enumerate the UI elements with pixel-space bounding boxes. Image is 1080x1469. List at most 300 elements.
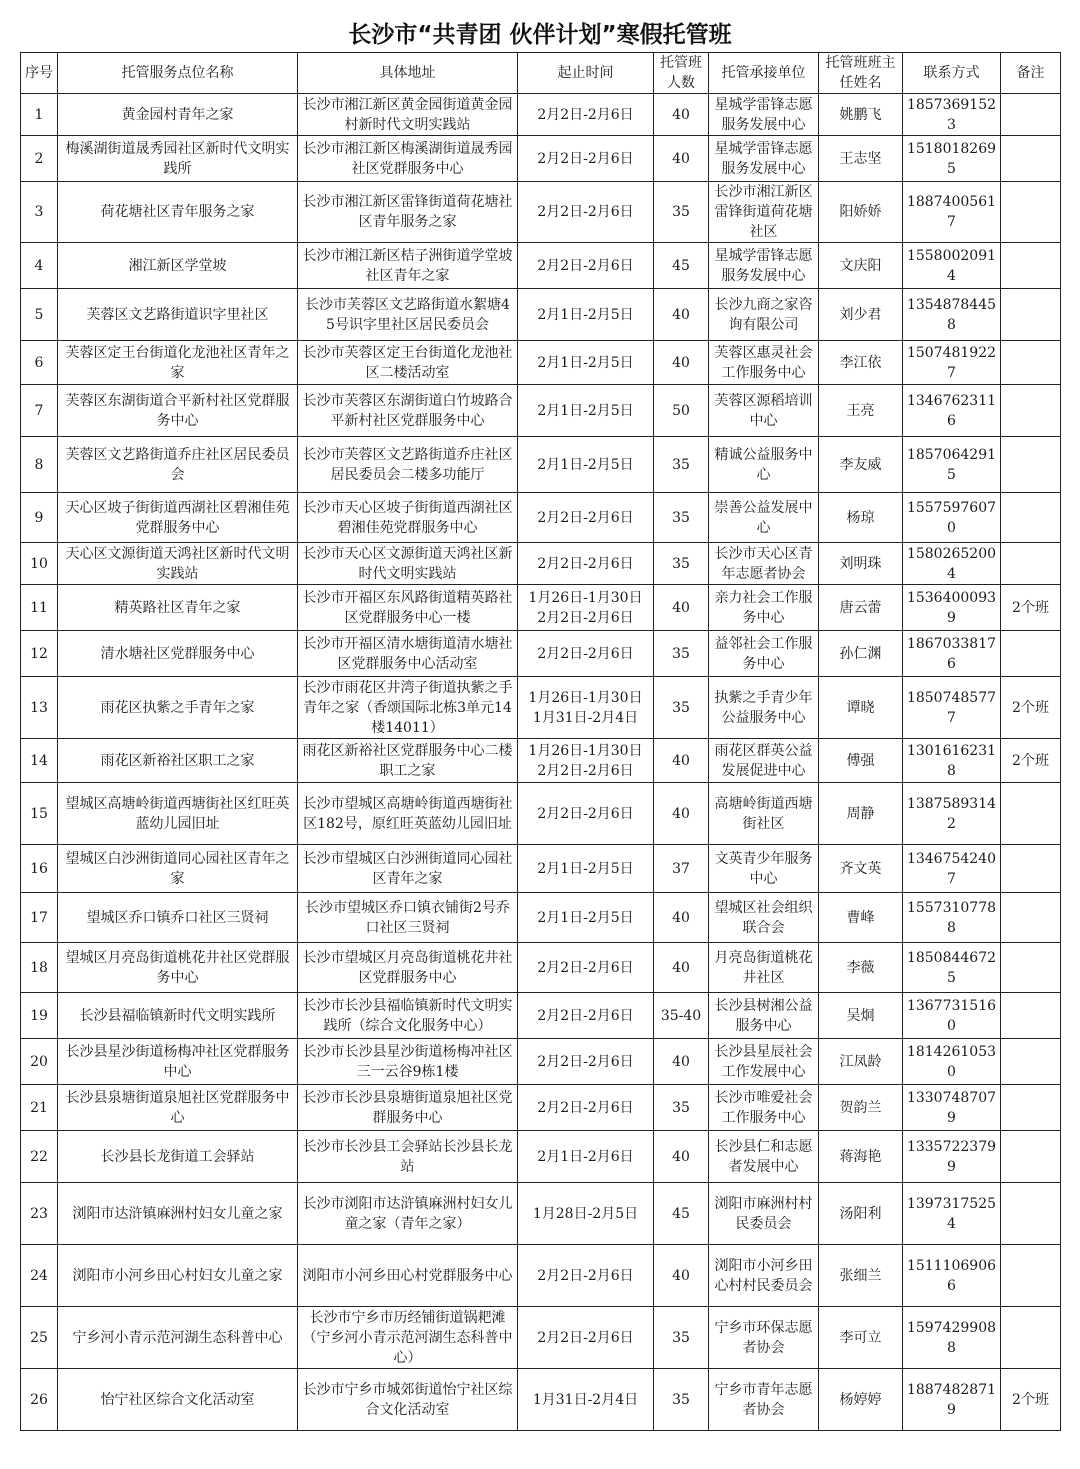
cell-address: 浏阳市小河乡田心村党群服务中心 [298,1245,518,1307]
cell-address: 长沙市芙蓉区定王台街道化龙池社区二楼活动室 [298,341,518,385]
time-range: 2月2日-2月6日 [537,762,634,779]
cell-org: 星城学雷锋志愿服务发展中心 [709,94,819,136]
cell-director: 杨琼 [819,493,903,543]
header-address: 具体地址 [298,53,518,94]
cell-time [518,437,654,493]
cell-org: 长沙县星辰社会工作发展中心 [709,1039,819,1085]
cell-director: 姚鹏飞 [819,94,903,136]
cell-phone: 15074819227 [903,341,1001,385]
cell-address: 长沙市长沙县泉塘街道泉旭社区党群服务中心 [298,1085,518,1131]
cell-site-name: 长沙县泉塘街道泉旭社区党群服务中心 [58,1085,298,1131]
cell-org: 长沙县树湘公益服务中心 [709,993,819,1039]
cell-no: 24 [21,1245,58,1307]
cell-org: 星城学雷锋志愿服务发展中心 [709,243,819,289]
cell-time [518,94,654,136]
cell-director: 王亮 [819,385,903,437]
cell-phone: 13548784458 [903,289,1001,341]
cell-remark [1001,1039,1061,1085]
cell-site-name: 宁乡河小青示范河湖生态科普中心 [58,1307,298,1369]
table-row [21,943,1061,993]
cell-director: 李可立 [819,1307,903,1369]
time-range: 2月2日-2月6日 [537,1329,634,1346]
cell-phone: 18508446725 [903,943,1001,993]
cell-remark [1001,1307,1061,1369]
cell-site-name: 荷花塘社区青年服务之家 [58,182,298,243]
time-range: 2月2日-2月6日 [537,609,634,626]
cell-director: 周静 [819,783,903,845]
cell-no: 11 [21,585,58,631]
cell-no: 19 [21,993,58,1039]
table-row [21,1245,1061,1307]
cell-org: 星城学雷锋志愿服务发展中心 [709,136,819,182]
cell-director: 刘少君 [819,289,903,341]
cell-time [518,783,654,845]
cell-org: 长沙九商之家咨询有限公司 [709,289,819,341]
cell-no: 26 [21,1369,58,1431]
cell-remark [1001,943,1061,993]
time-range: 2月2日-2月6日 [537,509,634,526]
cell-remark [1001,385,1061,437]
table-row [21,543,1061,585]
cell-no: 25 [21,1307,58,1369]
time-range: 1月28日-2月5日 [532,1205,639,1222]
cell-org: 崇善公益发展中心 [709,493,819,543]
cell-director: 张细兰 [819,1245,903,1307]
cell-time [518,182,654,243]
header-no: 序号 [21,53,58,94]
time-range: 1月31日-2月4日 [532,1391,639,1408]
table-row [21,289,1061,341]
table-row [21,993,1061,1039]
cell-count: 45 [654,1183,709,1245]
cell-count: 40 [654,783,709,845]
cell-remark: 2个班 [1001,585,1061,631]
cell-site-name: 长沙县星沙街道杨梅冲社区党群服务中心 [58,1039,298,1085]
cell-remark: 2个班 [1001,739,1061,783]
cell-no: 16 [21,845,58,893]
cell-phone: 18874828719 [903,1369,1001,1431]
cell-phone: 13016162318 [903,739,1001,783]
cell-address: 长沙市开福区清水塘街道清水塘社区党群服务中心活动室 [298,631,518,677]
cell-site-name: 长沙县长龙街道工会驿站 [58,1131,298,1183]
header-count: 托管班人数 [654,53,709,94]
time-range: 2月2日-2月6日 [537,150,634,167]
time-range: 2月2日-2月6日 [537,1053,634,1070]
cell-org: 浏阳市麻洲村村民委员会 [709,1183,819,1245]
cell-address: 长沙市湘江新区雷锋街道荷花塘社区青年服务之家 [298,182,518,243]
cell-site-name: 芙蓉区定王台街道化龙池社区青年之家 [58,341,298,385]
cell-remark [1001,893,1061,943]
table-row [21,631,1061,677]
time-range: 2月2日-2月6日 [537,204,634,220]
cell-no: 2 [21,136,58,182]
cell-remark: 2个班 [1001,1369,1061,1431]
table-row [21,341,1061,385]
cell-count: 40 [654,289,709,341]
cell-address: 长沙市宁乡市历经铺街道锅耙滩（宁乡河小青示范河湖生态科普中心） [298,1307,518,1369]
cell-phone: 13973175254 [903,1183,1001,1245]
cell-count: 35 [654,677,709,739]
cell-org: 亲力社会工作服务中心 [709,585,819,631]
cell-org: 长沙市湘江新区雷锋街道荷花塘社区 [709,182,819,243]
cell-phone: 18570642915 [903,437,1001,493]
cell-no: 21 [21,1085,58,1131]
cell-count: 35 [654,437,709,493]
cell-remark [1001,341,1061,385]
cell-phone: 13467623116 [903,385,1001,437]
cell-site-name: 黄金园村青年之家 [58,94,298,136]
cell-phone: 15573107788 [903,893,1001,943]
cell-org: 执紫之手青少年公益服务中心 [709,677,819,739]
cell-time [518,289,654,341]
time-range: 2月2日-2月6日 [537,257,634,274]
cell-time [518,1183,654,1245]
table-row [21,243,1061,289]
cell-director: 杨婷婷 [819,1369,903,1431]
table-row [21,1369,1061,1431]
cell-site-name: 望城区高塘岭街道西塘街社区红旺英蓝幼儿园旧址 [58,783,298,845]
cell-remark [1001,437,1061,493]
cell-time [518,739,654,783]
cell-director: 江凤龄 [819,1039,903,1085]
cell-director: 王志坚 [819,136,903,182]
cell-time [518,1307,654,1369]
cell-time [518,1039,654,1085]
cell-site-name: 浏阳市达浒镇麻洲村妇女儿童之家 [58,1183,298,1245]
table-row [21,739,1061,783]
cell-time [518,845,654,893]
cell-time [518,543,654,585]
cell-site-name: 望城区乔口镇乔口社区三贤祠 [58,893,298,943]
time-range: 2月1日-2月5日 [537,354,634,371]
cell-org: 宁乡市环保志愿者协会 [709,1307,819,1369]
cell-no: 10 [21,543,58,585]
table-row [21,94,1061,136]
cell-address: 长沙市长沙县星沙街道杨梅冲社区三一云谷9栋1楼 [298,1039,518,1085]
cell-no: 1 [21,94,58,136]
cell-count: 35 [654,543,709,585]
cell-org: 文英青少年服务中心 [709,845,819,893]
time-range: 2月1日-2月5日 [537,456,634,473]
table-row [21,1183,1061,1245]
program-table [20,52,1061,1431]
cell-count: 50 [654,385,709,437]
cell-org: 宁乡市青年志愿者协会 [709,1369,819,1431]
time-range: 1月26日-1月30日 [528,689,643,706]
cell-phone: 15974299088 [903,1307,1001,1369]
cell-count: 35-40 [654,993,709,1039]
table-body [21,94,1061,1431]
cell-no: 4 [21,243,58,289]
time-range: 2月2日-2月6日 [537,959,634,976]
cell-org: 芙蓉区惠灵社会工作服务中心 [709,341,819,385]
cell-time [518,1131,654,1183]
header-remark: 备注 [1001,53,1061,94]
cell-site-name: 湘江新区学堂坡 [58,243,298,289]
table-row [21,585,1061,631]
time-range: 2月2日-2月6日 [537,645,634,662]
header-director: 托管班班主任姓名 [819,53,903,94]
cell-time [518,585,654,631]
cell-site-name: 清水塘社区党群服务中心 [58,631,298,677]
cell-count: 35 [654,182,709,243]
cell-director: 李薇 [819,943,903,993]
time-range: 2月1日-2月5日 [537,402,634,419]
cell-phone: 15575976070 [903,493,1001,543]
table-row [21,677,1061,739]
time-range: 2月2日-2月6日 [537,1267,634,1284]
cell-address: 长沙市天心区坡子街街道西湖社区碧湘佳苑党群服务中心 [298,493,518,543]
cell-remark [1001,1085,1061,1131]
cell-org: 浏阳市小河乡田心村村民委员会 [709,1245,819,1307]
cell-org: 长沙市天心区青年志愿者协会 [709,543,819,585]
cell-director: 阳娇娇 [819,182,903,243]
cell-phone: 15802652004 [903,543,1001,585]
cell-count: 40 [654,1039,709,1085]
cell-count: 40 [654,94,709,136]
cell-remark: 2个班 [1001,677,1061,739]
time-range: 2月1日-2月5日 [537,860,634,877]
cell-count: 40 [654,739,709,783]
cell-count: 45 [654,243,709,289]
cell-remark [1001,845,1061,893]
cell-phone: 13875893142 [903,783,1001,845]
time-range: 2月2日-2月6日 [537,1099,634,1116]
document-title: 长沙市“共青团 伙伴计划”寒假托管班 [348,22,732,48]
cell-org: 益邻社会工作服务中心 [709,631,819,677]
cell-address: 长沙市雨花区井湾子街道执紫之手青年之家（香颂国际北栋3单元14楼14011） [298,677,518,739]
cell-count: 40 [654,1245,709,1307]
cell-address: 长沙市天心区文源街道天鸿社区新时代文明实践站 [298,543,518,585]
cell-phone: 13677315160 [903,993,1001,1039]
cell-director: 唐云蕾 [819,585,903,631]
cell-time [518,341,654,385]
cell-site-name: 精英路社区青年之家 [58,585,298,631]
cell-director: 吴炯 [819,993,903,1039]
cell-count: 35 [654,1369,709,1431]
cell-address: 长沙市望城区月亮岛街道桃花井社区党群服务中心 [298,943,518,993]
cell-remark [1001,94,1061,136]
cell-remark [1001,136,1061,182]
cell-phone: 18507485777 [903,677,1001,739]
cell-time [518,243,654,289]
table-row [21,437,1061,493]
cell-count: 37 [654,845,709,893]
table-row [21,783,1061,845]
cell-phone: 18670338176 [903,631,1001,677]
cell-no: 3 [21,182,58,243]
cell-count: 40 [654,943,709,993]
cell-phone: 18573691523 [903,94,1001,136]
cell-remark [1001,1131,1061,1183]
cell-phone: 15364000939 [903,585,1001,631]
cell-site-name: 怡宁社区综合文化活动室 [58,1369,298,1431]
table-row [21,1131,1061,1183]
time-range: 2月2日-2月6日 [537,1007,634,1024]
cell-address: 长沙市望城区高塘岭街道西塘街社区182号，原红旺英蓝幼儿园旧址 [298,783,518,845]
cell-count: 35 [654,493,709,543]
cell-site-name: 长沙县福临镇新时代文明实践所 [58,993,298,1039]
cell-address: 长沙市芙蓉区东湖街道白竹坡路合平新村社区党群服务中心 [298,385,518,437]
cell-time [518,1245,654,1307]
header-time: 起止时间 [518,53,654,94]
cell-time [518,993,654,1039]
cell-count: 40 [654,136,709,182]
cell-address: 长沙市浏阳市达浒镇麻洲村妇女儿童之家（青年之家） [298,1183,518,1245]
cell-address: 长沙市芙蓉区文艺路街道水絮塘45号识字里社区居民委员会 [298,289,518,341]
cell-address: 长沙市望城区乔口镇衣铺街2号乔口社区三贤祠 [298,893,518,943]
cell-count: 35 [654,1085,709,1131]
cell-time [518,1369,654,1431]
cell-director: 刘明珠 [819,543,903,585]
cell-no: 9 [21,493,58,543]
cell-time [518,631,654,677]
cell-site-name: 望城区白沙洲街道同心园社区青年之家 [58,845,298,893]
cell-remark [1001,631,1061,677]
cell-time [518,136,654,182]
cell-org: 芙蓉区源稻培训中心 [709,385,819,437]
cell-no: 5 [21,289,58,341]
cell-remark [1001,1183,1061,1245]
cell-phone: 13467542407 [903,845,1001,893]
header-org: 托管承接单位 [709,53,819,94]
cell-site-name: 浏阳市小河乡田心村妇女儿童之家 [58,1245,298,1307]
cell-time [518,677,654,739]
cell-count: 40 [654,585,709,631]
header-site-name: 托管服务点位名称 [58,53,298,94]
cell-director: 李友威 [819,437,903,493]
cell-address: 长沙市湘江新区梅溪湖街道晟秀园社区党群服务中心 [298,136,518,182]
cell-org: 月亮岛街道桃花井社区 [709,943,819,993]
table-row [21,893,1061,943]
cell-address: 长沙市开福区东风路街道精英路社区党群服务中心一楼 [298,585,518,631]
cell-address: 长沙市湘江新区桔子洲街道学堂坡社区青年之家 [298,243,518,289]
table-row [21,845,1061,893]
cell-time [518,1085,654,1131]
cell-org: 长沙县仁和志愿者发展中心 [709,1131,819,1183]
cell-phone: 13307487079 [903,1085,1001,1131]
cell-org: 高塘岭街道西塘街社区 [709,783,819,845]
cell-director: 孙仁渊 [819,631,903,677]
cell-no: 12 [21,631,58,677]
table-row [21,493,1061,543]
cell-no: 20 [21,1039,58,1085]
cell-director: 曹峰 [819,893,903,943]
cell-org: 长沙市唯爱社会工作服务中心 [709,1085,819,1131]
header-phone: 联系方式 [903,53,1001,94]
cell-address: 长沙市望城区白沙洲街道同心园社区青年之家 [298,845,518,893]
cell-count: 35 [654,1307,709,1369]
cell-director: 文庆阳 [819,243,903,289]
cell-remark [1001,1245,1061,1307]
cell-director: 蒋海艳 [819,1131,903,1183]
cell-no: 14 [21,739,58,783]
cell-site-name: 天心区文源街道天鸿社区新时代文明实践站 [58,543,298,585]
table-row [21,1085,1061,1131]
cell-org: 望城区社会组织联合会 [709,893,819,943]
table-row [21,136,1061,182]
cell-org: 雨花区群英公益发展促进中心 [709,739,819,783]
cell-site-name: 芙蓉区文艺路街道乔庄社区居民委员会 [58,437,298,493]
cell-no: 7 [21,385,58,437]
cell-no: 18 [21,943,58,993]
cell-director: 齐文英 [819,845,903,893]
cell-site-name: 雨花区执紫之手青年之家 [58,677,298,739]
cell-address: 长沙市长沙县福临镇新时代文明实践所（综合文化服务中心） [298,993,518,1039]
table-row [21,1039,1061,1085]
time-range: 2月1日-2月5日 [537,306,634,323]
cell-site-name: 天心区坡子街街道西湖社区碧湘佳苑党群服务中心 [58,493,298,543]
cell-count: 40 [654,893,709,943]
cell-no: 23 [21,1183,58,1245]
cell-count: 40 [654,341,709,385]
table-row [21,385,1061,437]
time-range: 2月2日-2月6日 [537,555,634,572]
time-range: 1月26日-1月30日 [528,742,643,759]
cell-site-name: 梅溪湖街道晟秀园社区新时代文明实践所 [58,136,298,182]
cell-remark [1001,783,1061,845]
cell-phone: 13357223799 [903,1131,1001,1183]
cell-director: 谭晓 [819,677,903,739]
cell-phone: 18142610530 [903,1039,1001,1085]
cell-site-name: 芙蓉区文艺路街道识字里社区 [58,289,298,341]
cell-address: 雨花区新裕社区党群服务中心二楼职工之家 [298,739,518,783]
cell-director: 汤阳利 [819,1183,903,1245]
cell-address: 长沙市湘江新区黄金园街道黄金园村新时代文明实践站 [298,94,518,136]
cell-phone: 15180182695 [903,136,1001,182]
table-row [21,1307,1061,1369]
cell-remark [1001,289,1061,341]
cell-address: 长沙市长沙县工会驿站长沙县长龙站 [298,1131,518,1183]
cell-remark [1001,182,1061,243]
cell-remark [1001,243,1061,289]
cell-phone: 18874005617 [903,182,1001,243]
time-range: 1月31日-2月4日 [532,709,639,726]
cell-time [518,493,654,543]
cell-no: 13 [21,677,58,739]
table-header-row [21,53,1061,94]
time-range: 1月26日-1月30日 [528,589,643,606]
cell-address: 长沙市芙蓉区文艺路街道乔庄社区居民委员会二楼多功能厅 [298,437,518,493]
cell-phone: 15111069066 [903,1245,1001,1307]
cell-address: 长沙市宁乡市城郊街道怡宁社区综合文化活动室 [298,1369,518,1431]
time-range: 2月2日-2月6日 [537,805,634,822]
cell-site-name: 雨花区新裕社区职工之家 [58,739,298,783]
cell-no: 8 [21,437,58,493]
time-range: 2月1日-2月5日 [537,909,634,926]
table-row [21,182,1061,243]
cell-count: 35 [654,631,709,677]
cell-site-name: 望城区月亮岛街道桃花井社区党群服务中心 [58,943,298,993]
cell-remark [1001,493,1061,543]
cell-site-name: 芙蓉区东湖街道合平新村社区党群服务中心 [58,385,298,437]
time-range: 2月1日-2月6日 [537,1148,634,1165]
cell-no: 22 [21,1131,58,1183]
cell-count: 40 [654,1131,709,1183]
cell-no: 15 [21,783,58,845]
cell-time [518,385,654,437]
time-range: 2月2日-2月6日 [537,106,634,123]
cell-remark [1001,993,1061,1039]
cell-remark [1001,543,1061,585]
cell-director: 傅强 [819,739,903,783]
cell-no: 17 [21,893,58,943]
cell-director: 贺韵兰 [819,1085,903,1131]
cell-org: 精诚公益服务中心 [709,437,819,493]
cell-time [518,943,654,993]
cell-director: 李江依 [819,341,903,385]
cell-time [518,893,654,943]
